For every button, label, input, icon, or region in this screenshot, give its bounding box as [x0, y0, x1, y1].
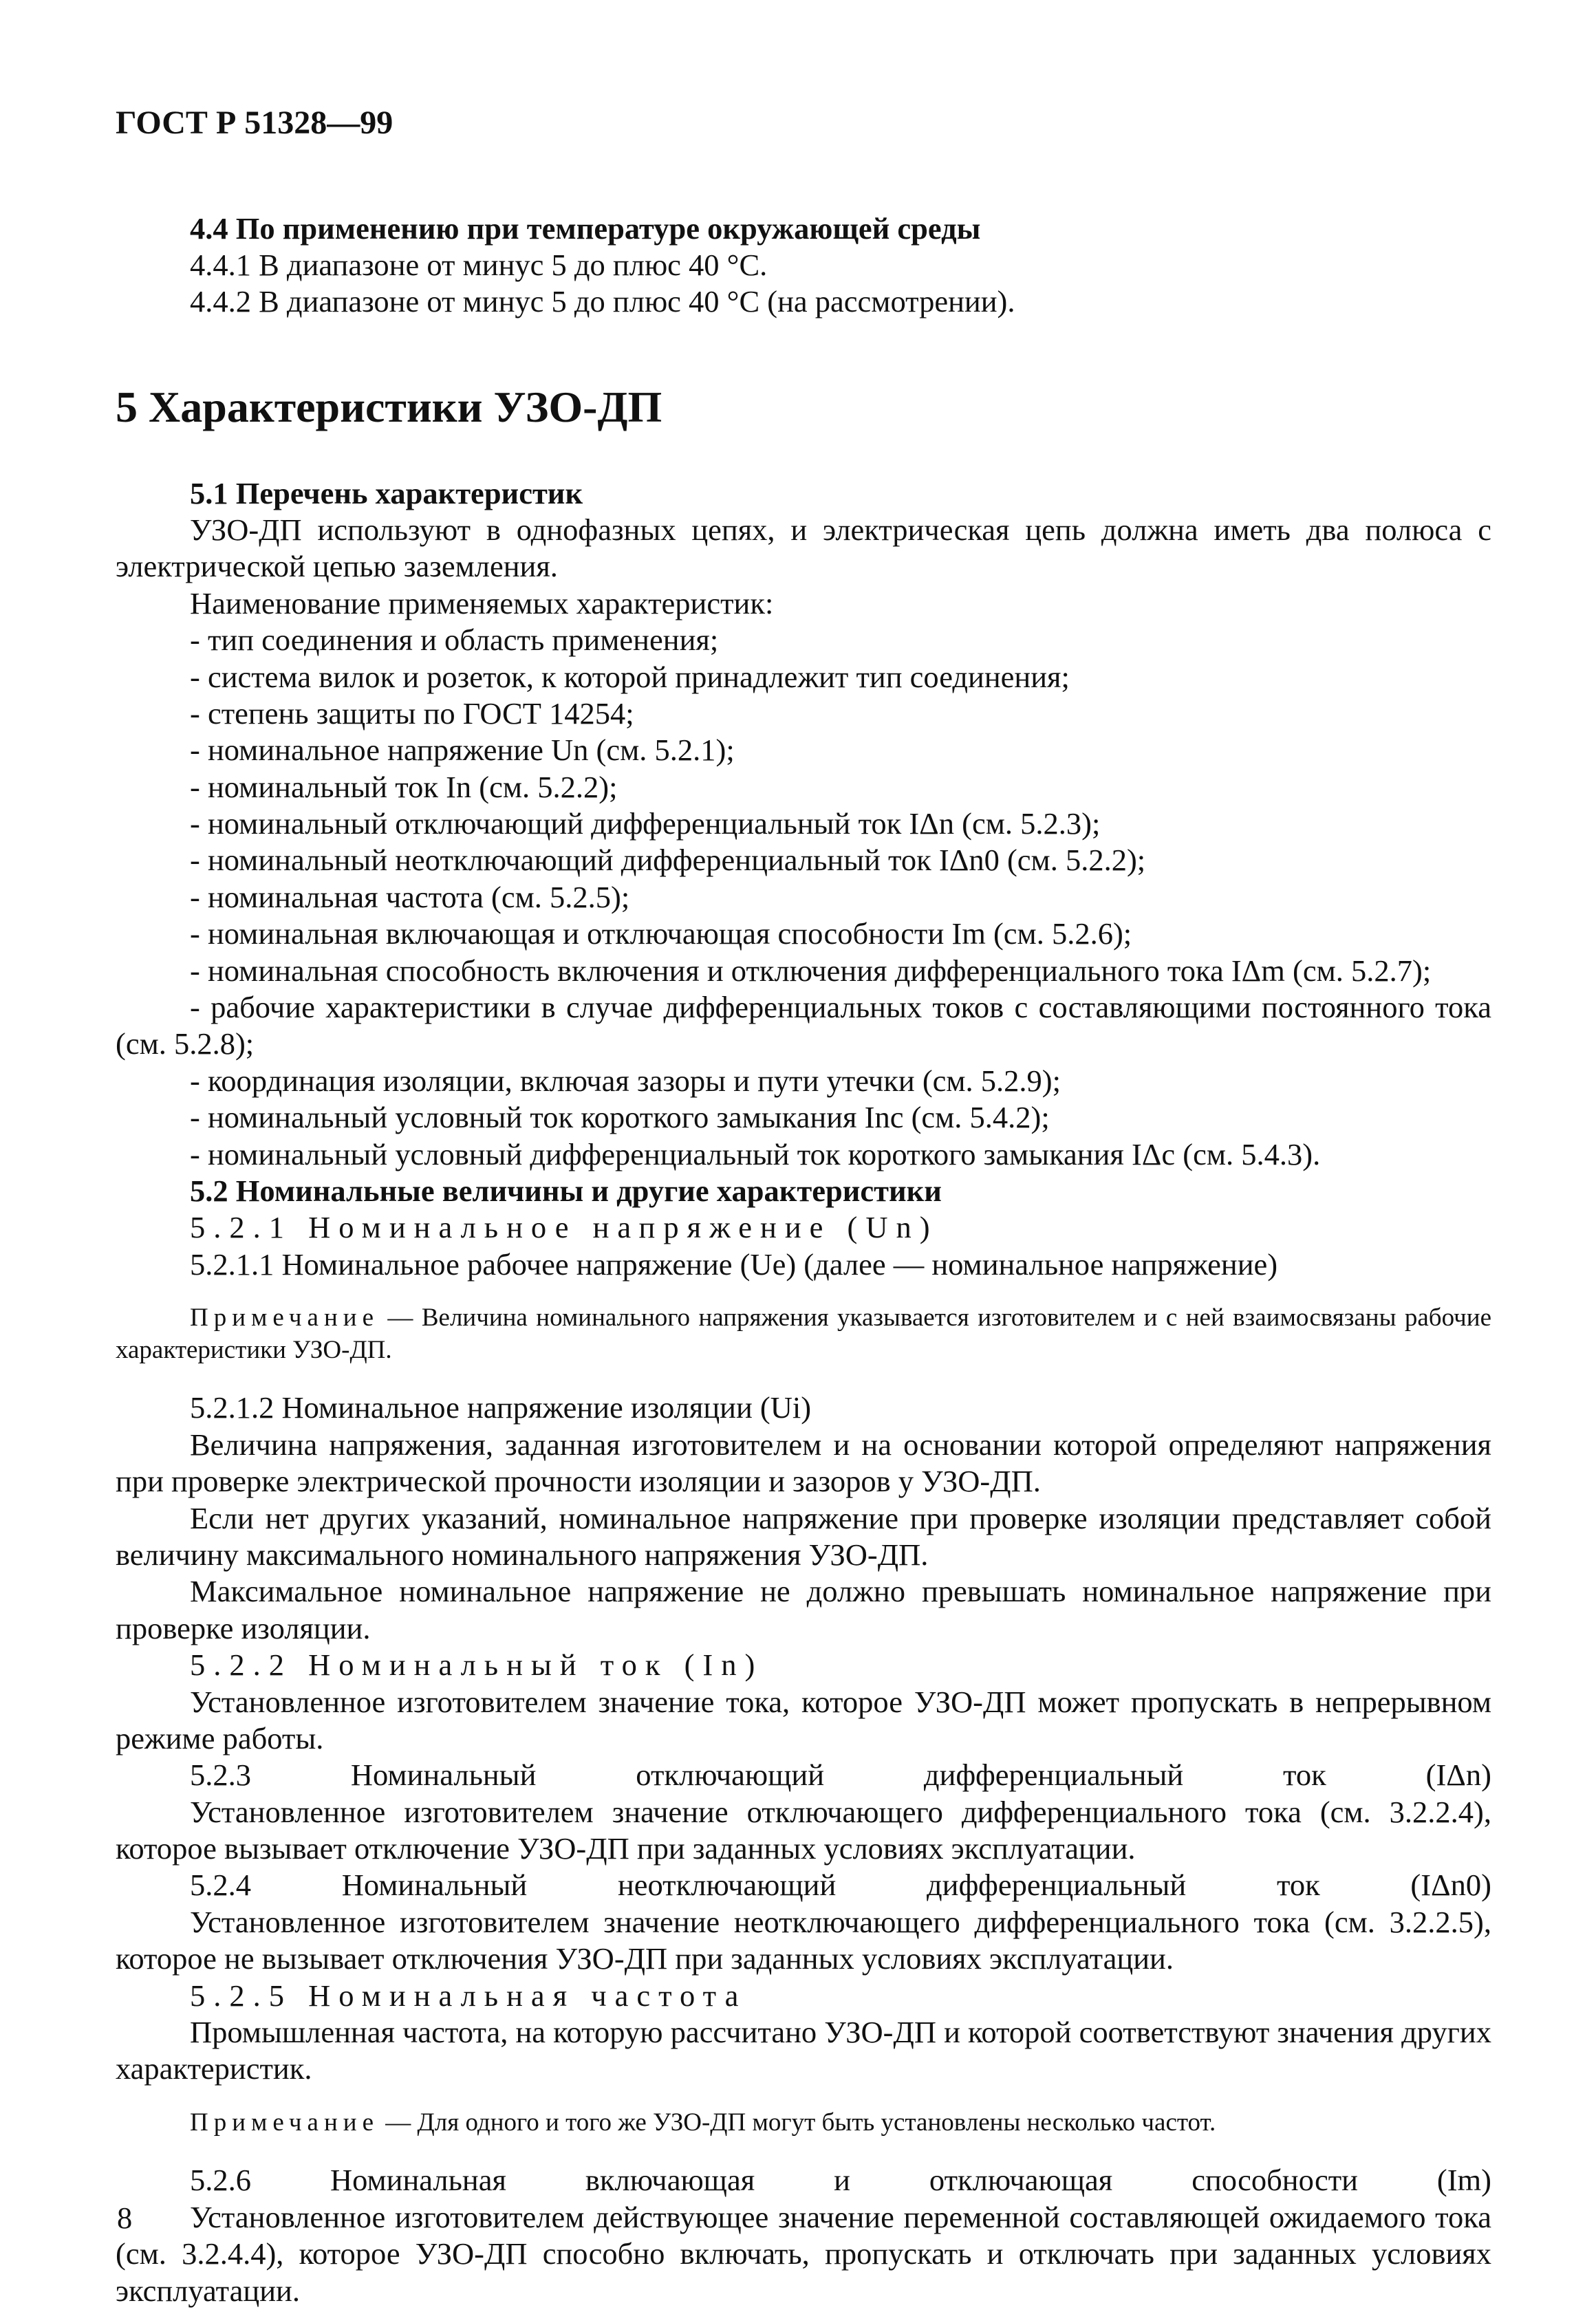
paragraph: Установленное изготовителем действующее значение переменной составляющей ожидаемого тока (см. 3.2.4.4), которое УЗО-ДП способно включать, пропускать и отключать при заданных условиях эксплуатации. — [116, 2199, 1491, 2308]
section-heading: 5.1 Перечень характеристик — [190, 475, 583, 510]
document-header: ГОСТ Р 51328—99 — [116, 105, 393, 141]
note-text: — Величина номинального напряжения указывается изготовителем и с ней взаимосвязаны рабочие характеристики УЗО-ДП. — [116, 1304, 1491, 1364]
section-5-1 — [116, 475, 1491, 1173]
paragraph: Максимальное номинальное напряжение не должно превышать номинальное напряжение при проверке изоляции. — [116, 1574, 1491, 1645]
paragraph: Величина напряжения, заданная изготовителем и на основании которой определяют напряжения при проверке электрической прочности изоляции и зазоров у УЗО-ДП. — [116, 1427, 1491, 1499]
paragraph: УЗО-ДП используют в однофазных цепях, и электрическая цепь должна иметь два полюса с электрической цепью заземления. — [116, 512, 1491, 584]
list-item: - номинальная способность включения и отключения дифференциального тока IΔm (см. 5.2.7); — [190, 953, 1432, 988]
note-label: Примечание — [190, 1304, 379, 1332]
subsection-heading: 5.2.1 Номинальное напряжение (Un) — [190, 1210, 938, 1245]
page-content — [116, 103, 1491, 2309]
list-item: - номинальный неотключающий дифференциальный ток IΔn0 (см. 5.2.2); — [190, 843, 1146, 878]
list-item: - номинальный отключающий дифференциальный ток IΔn (см. 5.2.3); — [190, 806, 1101, 841]
subsection-heading: 5.2.6 Номинальная включающая и отключающая способности (Im) — [190, 2163, 1491, 2198]
list-item: - номинальный ток In (см. 5.2.2); — [190, 769, 618, 804]
paragraph: Установленное изготовителем значение тока, которое УЗО-ДП может пропускать в непрерывном режиме работы. — [116, 1684, 1491, 1755]
paragraph: Промышленная частота, на которую рассчитано УЗО-ДП и которой соответствуют значения других характеристик. — [116, 2015, 1491, 2086]
list-intro: Наименование применяемых характеристик: — [190, 585, 774, 620]
subsection-heading: 5.2.2 Номинальный ток (In) — [190, 1647, 764, 1683]
list-item: - номинальная частота (см. 5.2.5); — [190, 879, 630, 914]
paragraph: 4.4.2 В диапазоне от минус 5 до плюс 40 °С (на рассмотрении). — [190, 284, 1015, 319]
paragraph: Установленное изготовителем значение неотключающего дифференциального тока (см. 3.2.2.5), которое не вызывает отключения УЗО-ДП при заданных условиях эксплуатации. — [116, 1904, 1491, 1976]
paragraph: 4.4.1 В диапазоне от минус 5 до плюс 40 °С. — [190, 247, 768, 282]
list-item: - номинальный условный дифференциальный ток короткого замыкания IΔc (см. 5.4.3). — [190, 1136, 1321, 1171]
subsection-heading: 5.2.3 Номинальный отключающий дифференциальный ток (IΔn) — [190, 1758, 1491, 1793]
subsection-heading: 5.2.1.1 Номинальное рабочее напряжение (Ue) (далее — номинальное напряжение) — [190, 1246, 1278, 1282]
note-text: — Для одного и того же УЗО-ДП могут быть установлены несколько частот. — [379, 2108, 1216, 2137]
list-item: - рабочие характеристики в случае дифференциальных токов с составляющими постоянного тока (см. 5.2.8); — [116, 990, 1491, 1061]
paragraph: Если нет других указаний, номинальное напряжение при проверке изоляции представляет собой величину максимального номинального напряжения УЗО-ДП. — [116, 1500, 1491, 1572]
section-heading: 4.4 По применению при температуре окружающей среды — [190, 210, 981, 246]
paragraph: Установленное изготовителем значение отключающего дифференциального тока (см. 3.2.2.4), которое вызывает отключение УЗО-ДП при заданных условиях эксплуатации. — [116, 1794, 1491, 1866]
note — [116, 1302, 1491, 1366]
section-heading: 5.2 Номинальные величины и другие характеристики — [190, 1173, 942, 1208]
note — [116, 2107, 1491, 2139]
list-item: - координация изоляции, включая зазоры и пути утечки (см. 5.2.9); — [190, 1063, 1061, 1098]
section-5-title: 5 Характеристики УЗО-ДП — [116, 382, 662, 431]
list-item: - номинальный условный ток короткого замыкания Inc (см. 5.4.2); — [190, 1100, 1050, 1135]
subsection-heading: 5.2.1.2 Номинальное напряжение изоляции (Ui) — [190, 1390, 812, 1425]
section-4-4 — [116, 210, 1491, 321]
subsection-heading: 5.2.4 Номинальный неотключающий дифференциальный ток (IΔn0) — [190, 1868, 1491, 1903]
subsection-heading: 5.2.5 Номинальная частота — [190, 1978, 747, 2013]
list-item: - степень защиты по ГОСТ 14254; — [190, 695, 634, 731]
list-item: - тип соединения и область применения; — [190, 623, 719, 658]
list-item: - номинальное напряжение Un (см. 5.2.1); — [190, 733, 735, 768]
list-item: - номинальная включающая и отключающая способности Im (см. 5.2.6); — [190, 916, 1132, 951]
note-label: Примечание — [190, 2108, 379, 2137]
page-number: 8 — [117, 2201, 133, 2235]
section-5-2 — [116, 1173, 1491, 2309]
list-item: - система вилок и розеток, к которой принадлежит тип соединения; — [190, 659, 1070, 694]
